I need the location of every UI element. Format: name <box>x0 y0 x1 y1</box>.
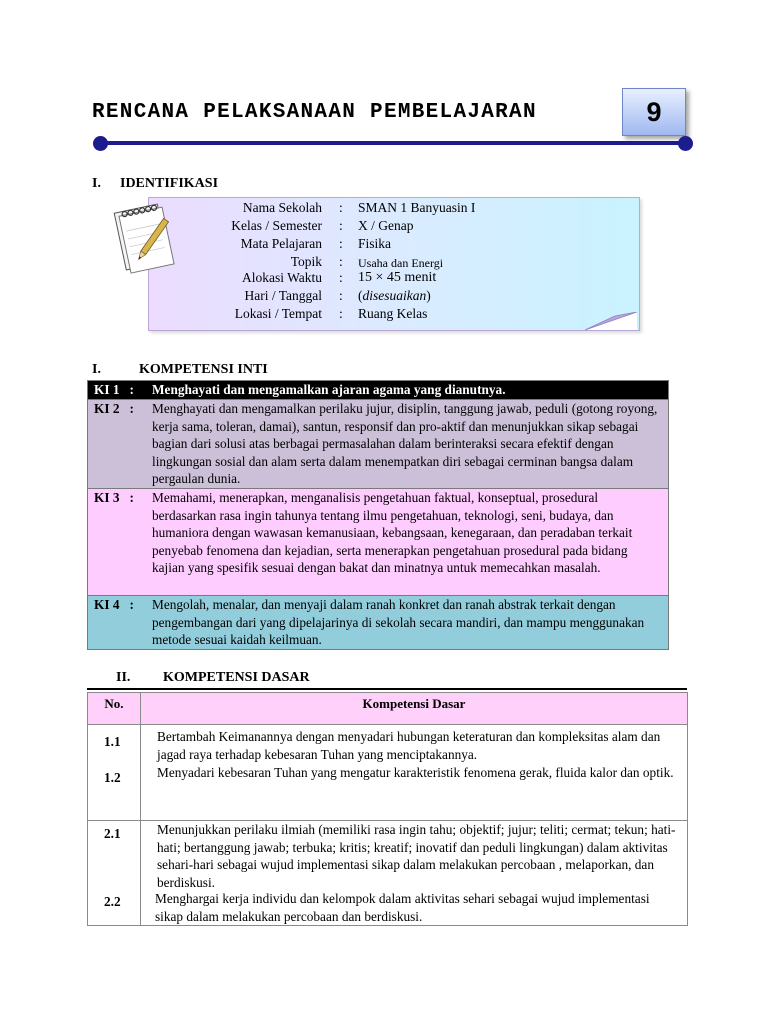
kd-text: Bertambah Keimanannya dengan menyadari hubungan keteraturan dan kompleksitas alam dan jagad raya terhadap kebesaran Tuhan yang menciptakannya. <box>157 729 661 762</box>
kd-text: Menyadari kebesaran Tuhan yang mengatur karakteristik fenomena gerak, fluida kalor dan optik. <box>157 765 674 780</box>
ki-text: Menghayati dan mengamalkan ajaran agama yang dianutnya. <box>152 382 506 397</box>
ki-colon: : <box>129 401 134 416</box>
kd-number: 1.1 <box>104 734 121 749</box>
ki-row-3 <box>88 489 668 596</box>
ki-colon: : <box>129 382 134 397</box>
section-ki-heading <box>92 362 268 378</box>
ki-colon: : <box>129 490 134 505</box>
divider-dot-left <box>93 136 108 151</box>
id-value: Usaha dan Energi <box>358 256 444 270</box>
section-number: II. <box>116 670 131 685</box>
id-rows-anchor <box>0 0 768 1</box>
kd-text: Menunjukkan perilaku ilmiah (memiliki rasa ingin tahu; objektif; jujur; teliti; cermat; tekun; hati-hati; bertanggung jawab; terbuka; kritis; kreatif; inovatif dan peduli lingkungan) dalam aktivitas sehari-hari sebagai wujud implementasi sikap dalam melakukan percobaan , melaporkan, dan berdiskusi. <box>157 822 676 890</box>
ki-text: Menghayati dan mengamalkan perilaku jujur, disiplin, tanggung jawab, peduli (gotong royong, kerja sama, toleran, damai), santun, responsif dan pro-aktif dan menunjukkan sikap sebagai bagian dari solusi atas berbagai permasalahan dalam berinteraksi secara efektif dengan lingkungan sosial dan alam serta dalam menempatkan diri sebagai cerminan bangsa dalam pergaulan dunia. <box>152 401 658 487</box>
notepad-pencil-icon <box>106 198 178 276</box>
kd-group-1 <box>88 725 687 821</box>
paren-open: ( <box>358 288 363 303</box>
ki-code-text: KI 4 <box>94 597 120 612</box>
id-label: Alokasi Waktu <box>241 270 322 285</box>
italic-value: disesuaikan <box>362 288 427 303</box>
title-divider <box>94 141 685 145</box>
divider-dot-right <box>678 136 693 151</box>
ki-code <box>88 596 152 649</box>
id-colon: : <box>339 218 343 233</box>
section-identifikasi-heading <box>92 176 218 192</box>
ki-row-2 <box>88 400 668 489</box>
section-title: KOMPETENSI INTI <box>139 362 268 377</box>
id-label: Kelas / Semester <box>231 218 322 233</box>
ki-code-text: KI 2 <box>94 401 120 416</box>
id-colon: : <box>339 200 343 215</box>
section-number: I. <box>92 176 101 191</box>
ki-text: Mengolah, menalar, dan menyaji dalam ranah konkret dan ranah abstrak terkait dengan pengembangan dari yang dipelajarinya di sekolah secara mandiri, dan mampu menggunakan metode sesuai kaidah keilmuan. <box>152 597 645 648</box>
ki-code <box>88 400 152 488</box>
section-number: I. <box>92 362 101 377</box>
chapter-badge: 9 <box>622 88 686 136</box>
kd-group-2 <box>88 821 687 925</box>
id-value: Fisika <box>358 236 392 251</box>
kd-no-cell <box>88 821 141 925</box>
page-curl-icon <box>585 312 637 330</box>
ki-text: Memahami, menerapkan, menganalisis pengetahuan faktual, konseptual, prosedural berdasarkan rasa ingin tahunya tentang ilmu pengetahuan, teknologi, seni, budaya, dan humaniora dengan wawasan kemanusiaan, kebangsaan, kenegaraan, dan peradaban terkait penyebab fenomena dan kejadian, serta menerapkan pengetahuan prosedural pada bidang kajian yang spesifik sesuai dengan bakat dan minatnya untuk memecahkan masalah. <box>152 490 633 576</box>
kd-text-cell <box>141 725 687 820</box>
id-value: 15 × 45 menit <box>358 270 437 285</box>
id-colon: : <box>339 288 343 303</box>
ki-code <box>88 381 152 399</box>
kd-number: 2.1 <box>104 826 121 841</box>
ki-code-text: KI 1 <box>94 382 120 397</box>
ki-row-4 <box>88 596 668 649</box>
ki-code-text: KI 3 <box>94 490 120 505</box>
paren-close: ) <box>426 288 431 303</box>
id-colon: : <box>339 254 343 269</box>
ki-table <box>87 380 669 650</box>
id-value: SMAN 1 Banyuasin I <box>358 200 476 215</box>
id-colon: : <box>339 270 343 285</box>
kd-text-cell <box>141 821 687 925</box>
section-title: IDENTIFIKASI <box>120 176 219 191</box>
kd-no-cell <box>88 725 141 820</box>
kd-col-kd: Kompetensi Dasar <box>362 696 466 711</box>
kd-header-row <box>88 693 687 725</box>
id-colon: : <box>339 236 343 251</box>
ki-code <box>88 489 152 595</box>
id-label: Hari / Tanggal <box>244 288 322 303</box>
section-kd-heading <box>116 670 310 686</box>
kd-top-rule <box>87 688 687 690</box>
ki-row-1 <box>88 381 668 400</box>
kd-text: Menghargai kerja individu dan kelompok dalam aktivitas sehari sebagai wujud implementasi sikap dalam melakukan percobaan dan berdiskusi. <box>155 891 650 924</box>
id-label: Lokasi / Tempat <box>234 306 322 321</box>
kd-table <box>87 692 688 926</box>
id-label: Nama Sekolah <box>242 200 322 215</box>
id-value: Ruang Kelas <box>358 306 428 321</box>
id-label: Topik <box>290 254 322 269</box>
id-value: X / Genap <box>358 218 414 233</box>
ki-colon: : <box>129 597 134 612</box>
kd-col-no: No. <box>88 693 141 724</box>
kd-number: 1.2 <box>104 770 121 785</box>
id-label: Mata Pelajaran <box>240 236 322 251</box>
page-title: RENCANA PELAKSANAAN PEMBELAJARAN <box>92 101 537 124</box>
kd-number: 2.2 <box>104 894 121 909</box>
section-title: KOMPETENSI DASAR <box>163 670 310 685</box>
id-value <box>358 288 431 304</box>
id-colon: : <box>339 306 343 321</box>
